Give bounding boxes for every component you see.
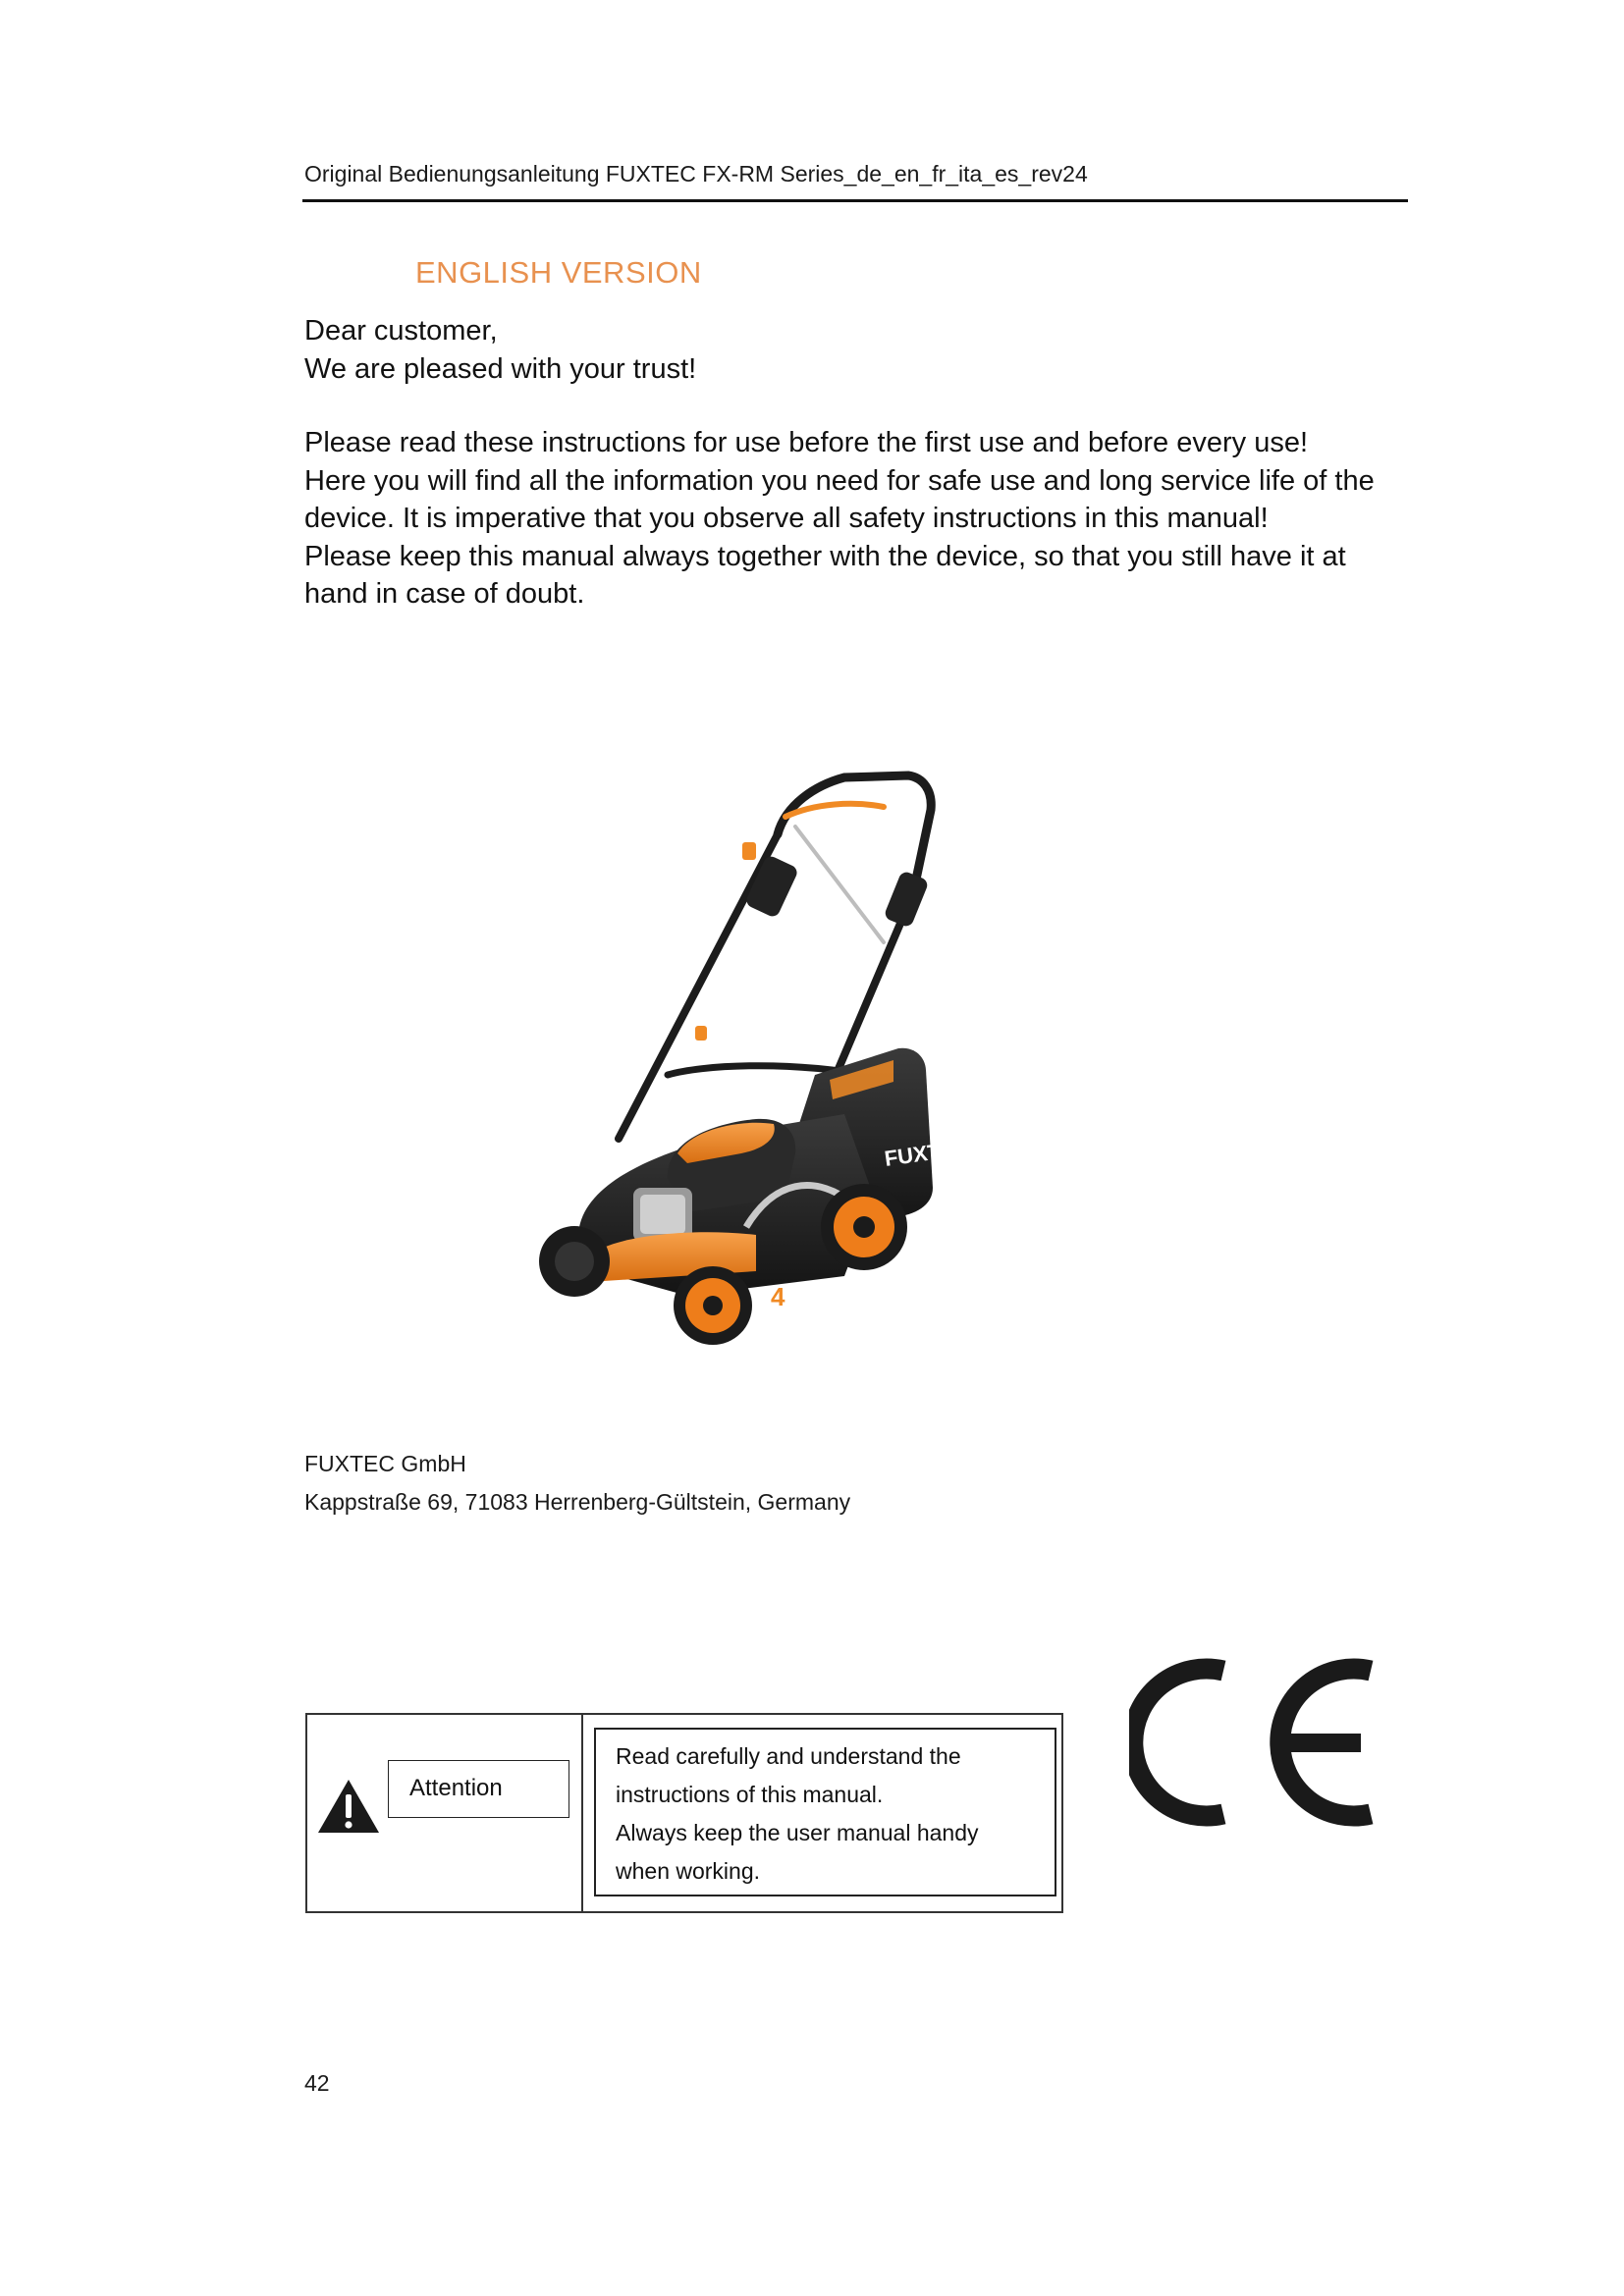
- attention-message-line: instructions of this manual.: [616, 1782, 884, 1807]
- attention-message: [594, 1728, 1056, 1896]
- ce-mark-icon: [1129, 1655, 1375, 1830]
- company-info: [304, 1445, 850, 1522]
- intro-line: Please read these instructions for use before the first use and before every use!: [304, 427, 1309, 458]
- intro-line: Here you will find all the information you need for safe use and long service life of the: [304, 464, 1375, 497]
- attention-table-divider: [581, 1713, 583, 1913]
- mower-badge-text: 4: [771, 1282, 785, 1311]
- warning-triangle-icon: [316, 1778, 381, 1835]
- attention-label: Attention: [388, 1760, 569, 1818]
- section-title: ENGLISH VERSION: [415, 255, 702, 290]
- attention-message-line: Always keep the user manual handy: [616, 1820, 979, 1845]
- document-header-title: Original Bedienungsanleitung FUXTEC FX-RM Series_de_en_fr_ita_es_rev24: [304, 161, 1088, 187]
- attention-message-line: Read carefully and understand the: [616, 1743, 961, 1769]
- intro-line: device. It is imperative that you observe all safety instructions in this manual!: [304, 503, 1269, 534]
- attention-message-line: when working.: [616, 1858, 761, 1884]
- company-name: FUXTEC GmbH: [304, 1451, 466, 1476]
- greeting-line-2: We are pleased with your trust!: [304, 353, 697, 385]
- company-address: Kappstraße 69, 71083 Herrenberg-Gültstein, Germany: [304, 1489, 851, 1515]
- lawn-mower-image: [520, 766, 1110, 1374]
- header-divider: [302, 199, 1408, 202]
- mower-brand-text: FUXTEC: [883, 1134, 972, 1171]
- intro-paragraph: [304, 424, 1404, 614]
- page-number: 42: [304, 2070, 330, 2096]
- greeting-line-1: Dear customer,: [304, 315, 498, 347]
- intro-line: hand in case of doubt.: [304, 578, 585, 610]
- intro-line: Please keep this manual always together with the device, so that you still have it at: [304, 540, 1346, 572]
